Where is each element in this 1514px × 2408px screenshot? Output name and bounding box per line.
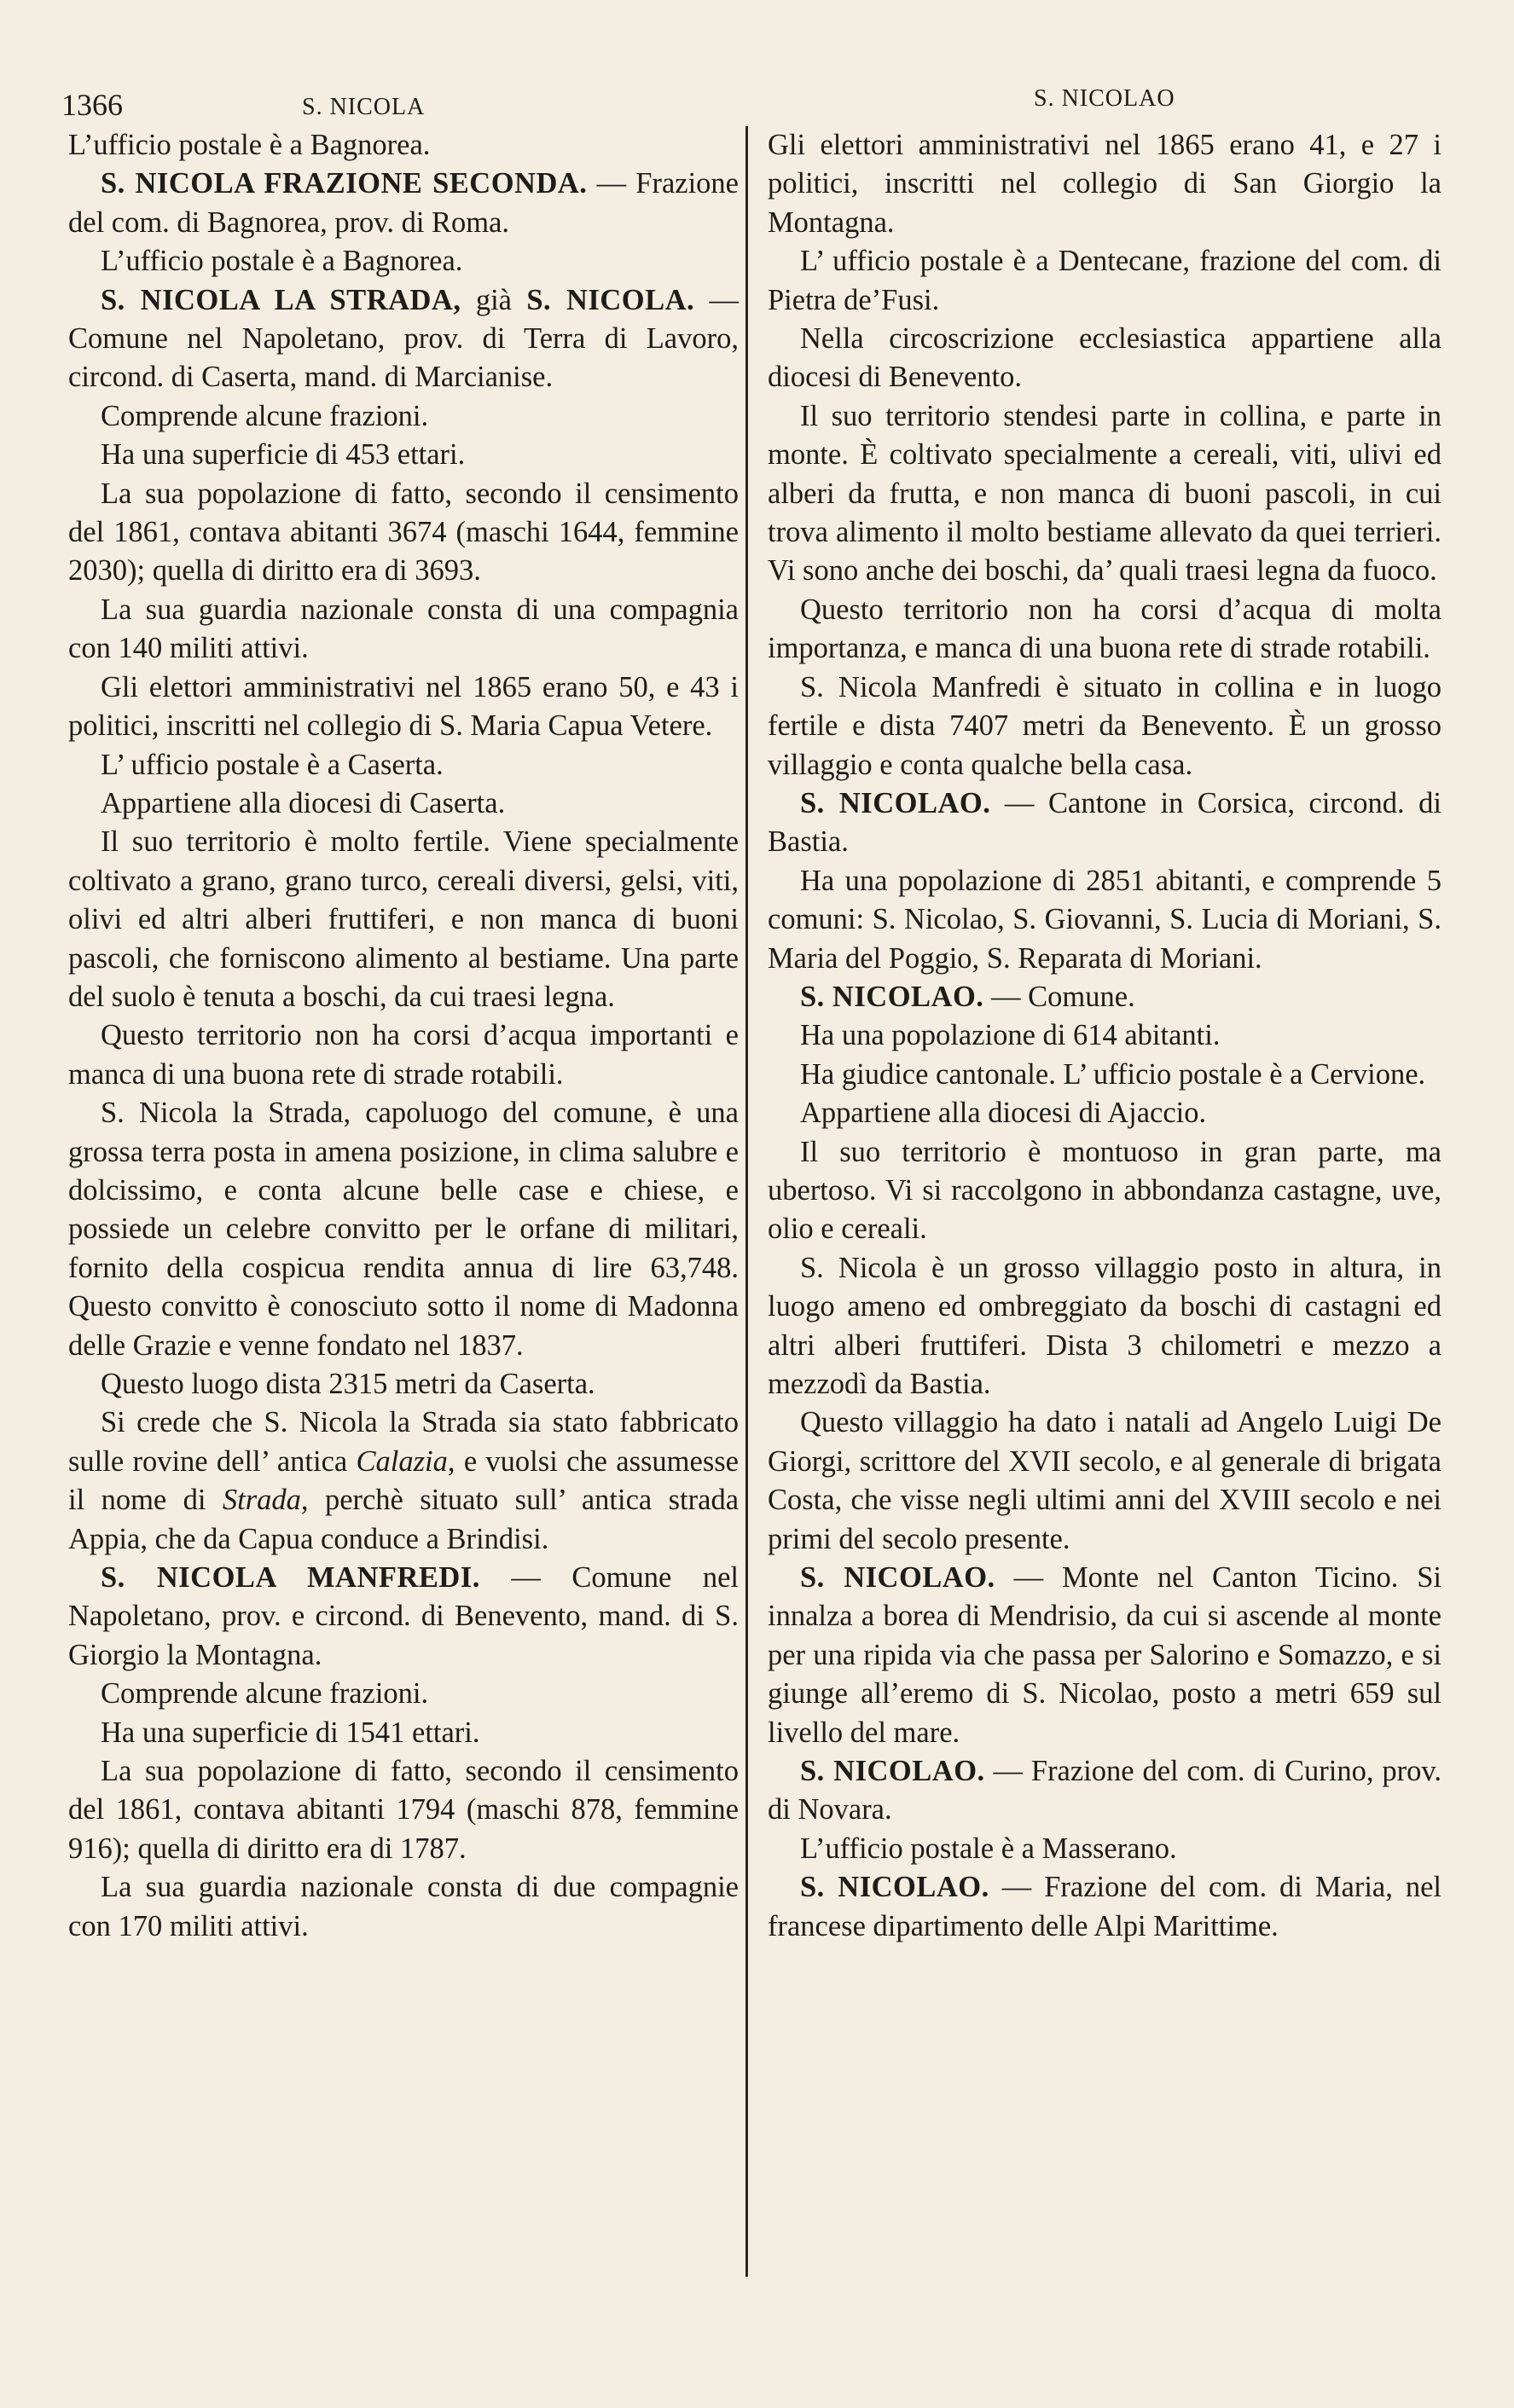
paragraph-text: S. Nicola la Strada, capoluogo del comune, è una grossa terra posta in amena posizione, in clima salubre e dolcissimo, e conta alcune belle case e chiese, e possiede un celebre convitto per le orfane di militari, fornito della cospicua rendita annua di lire 63,748. Questo convitto è conosciuto sotto il nome di Madonna delle Grazie e venne fondato nel 1837. bbox=[68, 1097, 739, 1362]
entry-paragraph bbox=[68, 1559, 739, 1675]
paragraph bbox=[768, 591, 1441, 669]
paragraph-text: Ha una superficie di 1541 ettari. bbox=[101, 1716, 480, 1749]
entry-headword: S. NICOLAO. bbox=[800, 786, 991, 819]
paragraph bbox=[68, 1714, 739, 1752]
paragraph bbox=[768, 1056, 1441, 1094]
paragraph bbox=[68, 1016, 739, 1094]
entry-paragraph bbox=[768, 1559, 1441, 1752]
paragraph bbox=[68, 1675, 739, 1713]
paragraph-text: Questo villaggio ha dato i natali ad Angelo Luigi De Giorgi, scrittore del XVII secolo, e al generale di brigata Costa, che visse negli ultimi anni del XVIII secolo e nei primi del secolo presente. bbox=[768, 1406, 1441, 1555]
paragraph bbox=[68, 475, 739, 591]
entry-headword: S. NICOLA LA STRADA, bbox=[101, 283, 461, 316]
paragraph bbox=[768, 320, 1441, 397]
paragraph bbox=[68, 242, 739, 281]
italic-term: Calazia bbox=[356, 1444, 448, 1478]
entry-text: — Comune. bbox=[983, 980, 1135, 1013]
paragraph bbox=[68, 1868, 739, 1946]
paragraph bbox=[768, 669, 1441, 784]
paragraph-text: Il suo territorio è molto fertile. Viene specialmente coltivato a grano, grano turco, cereali diversi, gelsi, viti, olivi ed altri alberi fruttiferi, e non manca di buoni pascoli, che forniscono alimento al bestiame. Una parte del suolo è tenuta a boschi, da cui traesi legna. bbox=[68, 825, 739, 1013]
paragraph bbox=[68, 1365, 739, 1404]
paragraph-text: , perchè situato sull’ antica strada Appia, che da Capua conduce a Brindisi. bbox=[68, 1484, 740, 1555]
paragraph bbox=[768, 1094, 1441, 1132]
paragraph-text: Appartiene alla diocesi di Caserta. bbox=[101, 786, 506, 819]
paragraph-text: Ha giudice cantonale. L’ ufficio postale è a Cervione. bbox=[800, 1057, 1426, 1091]
paragraph bbox=[68, 436, 739, 474]
paragraph bbox=[68, 669, 739, 746]
left-running-head: S. NICOLA bbox=[302, 94, 426, 120]
paragraph-text: Appartiene alla diocesi di Ajaccio. bbox=[800, 1097, 1207, 1130]
paragraph bbox=[68, 1404, 739, 1559]
paragraph bbox=[768, 1830, 1441, 1868]
entry-headword: S. NICOLAO. bbox=[800, 1871, 989, 1904]
paragraph bbox=[768, 1133, 1441, 1249]
paragraph-text: S. Nicola è un grosso villaggio posto in altura, in luogo ameno ed ombreggiato da boschi di castagni ed altri alberi fruttiferi. Dista 3 chilometri e mezzo a mezzodì da Bastia. bbox=[768, 1251, 1441, 1400]
paragraph bbox=[68, 397, 739, 436]
paragraph-text: Ha una popolazione di 2851 abitanti, e comprende 5 comuni: S. Nicolao, S. Giovanni, S. Lucia di Moriani, S. Maria del Poggio, S. Reparata di Moriani. bbox=[768, 864, 1441, 975]
paragraph-text: Questo territorio non ha corsi d’acqua importanti e manca di una buona rete di strade rotabili. bbox=[68, 1019, 739, 1091]
entry-paragraph bbox=[768, 784, 1441, 862]
paragraph-text: La sua guardia nazionale consta di una compagnia con 140 militi attivi. bbox=[68, 593, 739, 665]
entry-text: già bbox=[461, 283, 527, 316]
entry-headword: S. NICOLA MANFREDI. bbox=[101, 1561, 480, 1595]
paragraph bbox=[768, 862, 1441, 978]
paragraph-text: Questo luogo dista 2315 metri da Caserta. bbox=[101, 1368, 595, 1400]
paragraph bbox=[68, 126, 739, 165]
paragraph-text: , e vuolsi che assumesse il nome di bbox=[68, 1444, 739, 1517]
paragraph-text: Comprende alcune frazioni. bbox=[101, 399, 429, 432]
paragraph-text: Il suo territorio stendesi parte in collina, e parte in monte. È coltivato specialmente a cereali, viti, ulivi ed alberi da frutta, e non manca di buoni pascoli, in cui trova alimento il molto bestiame allevato da quei terrieri. Vi sono anche dei boschi, da’ quali traesi legna da fuoco. bbox=[768, 399, 1441, 588]
entry-paragraph bbox=[768, 1868, 1441, 1946]
paragraph bbox=[68, 823, 739, 1016]
entry-headword: S. NICOLAO. bbox=[800, 1755, 985, 1788]
paragraph-text: Si crede che S. Nicola la Strada sia stato fabbricato sulle rovine dell’ antica bbox=[68, 1406, 739, 1478]
entry-headword: S. NICOLA. bbox=[526, 283, 695, 316]
entry-paragraph bbox=[68, 165, 739, 242]
paragraph bbox=[768, 242, 1441, 320]
paragraph bbox=[768, 1249, 1441, 1404]
paragraph bbox=[768, 1016, 1441, 1055]
column-divider bbox=[745, 126, 748, 2277]
paragraph bbox=[768, 1404, 1441, 1559]
entry-paragraph bbox=[768, 1752, 1441, 1830]
paragraph-text: La sua popolazione di fatto, secondo il censimento del 1861, contava abitanti 3674 (maschi 1644, femmine 2030); quella di diritto era di 3693. bbox=[68, 477, 739, 588]
entry-headword: S. NICOLAO. bbox=[800, 1561, 995, 1595]
entry-headword: S. NICOLA FRAZIONE SECONDA. bbox=[101, 167, 588, 200]
paragraph-text: S. Nicola Manfredi è situato in collina e in luogo fertile e dista 7407 metri da Benevento. È un grosso villaggio e conta qualche bella casa. bbox=[768, 670, 1441, 781]
paragraph-text: Ha una superficie di 453 ettari. bbox=[101, 438, 466, 472]
paragraph bbox=[68, 1752, 739, 1868]
entry-paragraph bbox=[768, 978, 1441, 1016]
page-number: 1366 bbox=[61, 88, 123, 122]
paragraph-text: L’ufficio postale è a Masserano. bbox=[800, 1832, 1177, 1865]
paragraph bbox=[68, 784, 739, 823]
paragraph-text: La sua guardia nazionale consta di due compagnie con 170 militi attivi. bbox=[68, 1871, 739, 1942]
paragraph-text: Questo territorio non ha corsi d’acqua di molta importanza, e manca di una buona rete di strade rotabili. bbox=[768, 593, 1441, 665]
entry-text: — Frazione del com. di Curino, prov. di Novara. bbox=[768, 1755, 1441, 1826]
right-running-head: S. NICOLAO bbox=[1034, 85, 1175, 112]
entry-paragraph bbox=[68, 281, 739, 397]
paragraph-text: Il suo territorio è montuoso in gran parte, ma ubertoso. Vi si raccolgono in abbondanza castagne, uve, olio e cereali. bbox=[768, 1135, 1441, 1246]
paragraph bbox=[68, 591, 739, 669]
entry-text: — Cantone in Corsica, circond. di Bastia. bbox=[768, 786, 1441, 859]
italic-term: Strada bbox=[222, 1484, 301, 1517]
left-column bbox=[68, 126, 739, 1946]
entry-text: — Comune nel Napoletano, prov. e circond. di Benevento, mand. di S. Giorgio la Montagna. bbox=[68, 1561, 739, 1671]
entry-headword: S. NICOLAO. bbox=[800, 980, 984, 1013]
paragraph-text: L’ ufficio postale è a Caserta. bbox=[101, 748, 444, 781]
entry-text: — Frazione del com. di Maria, nel francese dipartimento delle Alpi Marittime. bbox=[768, 1871, 1441, 1942]
paragraph-text: La sua popolazione di fatto, secondo il censimento del 1861, contava abitanti 1794 (maschi 878, femmine 916); quella di diritto era di 1787. bbox=[68, 1755, 739, 1865]
paragraph bbox=[768, 126, 1441, 242]
paragraph-text: Ha una popolazione di 614 abitanti. bbox=[800, 1019, 1221, 1052]
paragraph-text: L’ufficio postale è a Bagnorea. bbox=[68, 129, 431, 161]
right-column bbox=[768, 126, 1441, 1946]
paragraph-text: Nella circoscrizione ecclesiastica appartiene alla diocesi di Benevento. bbox=[768, 322, 1441, 394]
paragraph-text: L’ufficio postale è a Bagnorea. bbox=[101, 245, 463, 278]
paragraph bbox=[68, 1094, 739, 1365]
paragraph bbox=[768, 397, 1441, 591]
entry-text: — Frazione del com. di Bagnorea, prov. di Roma. bbox=[68, 167, 739, 239]
paragraph-text: L’ ufficio postale è a Dentecane, frazione del com. di Pietra de’Fusi. bbox=[768, 245, 1441, 316]
entry-text: — Monte nel Canton Ticino. Si innalza a borea di Mendrisio, da cui si ascende al monte per una ripida via che passa per Salorino e Somazzo, e si giunge all’eremo di S. Nicolao, posto a metri 659 sul livello del mare. bbox=[768, 1561, 1442, 1749]
paragraph bbox=[68, 746, 739, 784]
paragraph-text: Comprende alcune frazioni. bbox=[101, 1677, 429, 1710]
entry-text: — Comune nel Napoletano, prov. di Terra di Lavoro, circond. di Caserta, mand. di Marcianise. bbox=[68, 283, 740, 394]
paragraph-text: Gli elettori amministrativi nel 1865 erano 50, e 43 i politici, inscritti nel collegio di S. Maria Capua Vetere. bbox=[68, 670, 739, 743]
paragraph-text: Gli elettori amministrativi nel 1865 erano 41, e 27 i politici, inscritti nel collegio di San Giorgio la Montagna. bbox=[768, 129, 1441, 239]
